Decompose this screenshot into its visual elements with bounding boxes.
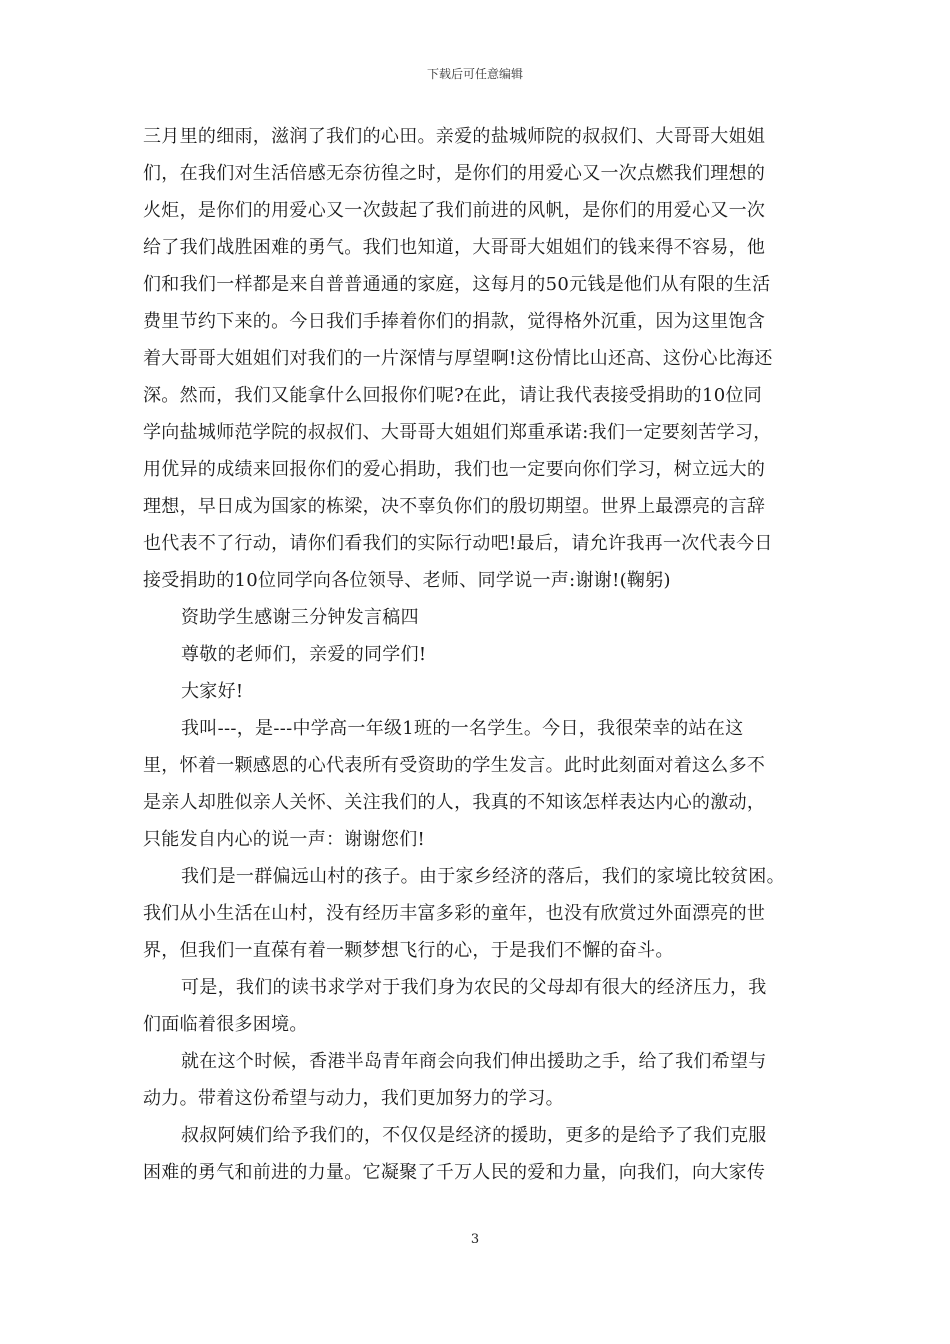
text-line: 只能发自内心的说一声：谢谢您们! [143, 829, 426, 850]
text-line: 给了我们战胜困难的勇气。我们也知道，大哥哥大姐姐们的钱来得不容易，他 [143, 237, 766, 258]
text-line: 接受捐助的10位同学向各位领导、老师、同学说一声:谢谢!(鞠躬) [143, 570, 671, 591]
text-line: 尊敬的老师们，亲爱的同学们! [181, 644, 427, 665]
text-line: 们，在我们对生活倍感无奈彷徨之时，是你们的用爱心又一次点燃我们理想的 [143, 163, 766, 184]
text-line: 我们从小生活在山村，没有经历丰富多彩的童年，也没有欣赏过外面漂亮的世 [143, 903, 766, 924]
text-line: 资助学生感谢三分钟发言稿四 [181, 607, 419, 628]
text-line: 界，但我们一直葆有着一颗梦想飞行的心，于是我们不懈的奋斗。 [143, 940, 674, 961]
text-line: 学向盐城师范学院的叔叔们、大哥哥大姐姐们郑重承诺:我们一定要刻苦学习， [143, 422, 772, 443]
text-line: 我叫---，是---中学高一年级1班的一名学生。今日，我很荣幸的站在这 [181, 718, 744, 739]
text-line: 也代表不了行动，请你们看我们的实际行动吧!最后，请允许我再一次代表今日 [143, 533, 773, 554]
text-line: 们和我们一样都是来自普普通通的家庭，这每月的50元钱是他们从有限的生活 [143, 274, 771, 295]
text-line: 我们是一群偏远山村的孩子。由于家乡经济的落后，我们的家境比较贫困。 [181, 866, 785, 887]
text-line: 大家好! [181, 681, 244, 702]
text-line: 动力。带着这份希望与动力，我们更加努力的学习。 [143, 1088, 564, 1109]
text-line: 可是，我们的读书求学对于我们身为农民的父母却有很大的经济压力，我 [181, 977, 767, 998]
text-line: 们面临着很多困境。 [143, 1014, 308, 1035]
text-line: 三月里的细雨，滋润了我们的心田。亲爱的盐城师院的叔叔们、大哥哥大姐姐 [143, 126, 766, 147]
text-line: 理想，早日成为国家的栋梁，决不辜负你们的殷切期望。世界上最漂亮的言辞 [143, 496, 766, 517]
text-line: 就在这个时候，香港半岛青年商会向我们伸出援助之手，给了我们希望与 [181, 1051, 767, 1072]
text-line: 火炬，是你们的用爱心又一次鼓起了我们前进的风帆，是你们的用爱心又一次 [143, 200, 766, 221]
text-line: 里，怀着一颗感恩的心代表所有受资助的学生发言。此时此刻面对着这么多不 [143, 755, 766, 776]
text-line: 费里节约下来的。今日我们手捧着你们的捐款，觉得格外沉重，因为这里饱含 [143, 311, 766, 332]
document-body [143, 118, 807, 1191]
text-line: 着大哥哥大姐姐们对我们的一片深情与厚望啊!这份情比山还高、这份心比海还 [143, 348, 773, 369]
text-line: 困难的勇气和前进的力量。它凝聚了千万人民的爱和力量，向我们，向大家传 [143, 1162, 766, 1183]
text-line: 叔叔阿姨们给予我们的，不仅仅是经济的援助，更多的是给予了我们克服 [181, 1125, 767, 1146]
text-line: 深。然而，我们又能拿什么回报你们呢?在此，请让我代表接受捐助的10位同 [143, 385, 763, 406]
page-number: 3 [470, 1232, 480, 1247]
text-line: 是亲人却胜似亲人关怀、关注我们的人，我真的不知该怎样表达内心的激动， [143, 792, 766, 813]
page-header: 下载后可任意编辑 [426, 67, 523, 81]
text-line: 用优异的成绩来回报你们的爱心捐助，我们也一定要向你们学习，树立远大的 [143, 459, 766, 480]
